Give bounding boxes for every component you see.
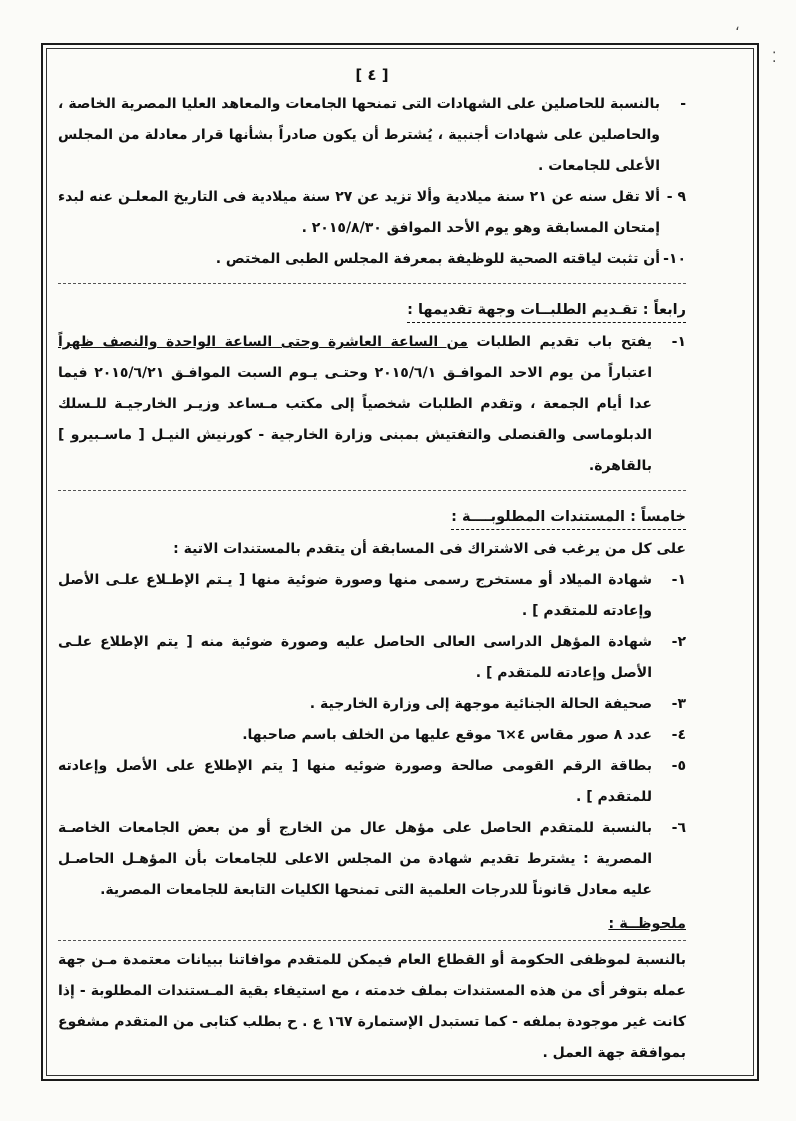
item-text: بالنسبة للحاصلين على الشهادات التى تمنحها الجامعات والمعاهد العليا المصرية الخاصة ، والحاصلين على شهادات أجنبية ، يُشترط أن يكون صادراً بشأنها قرار معادلة من المجلس الأعلى للجامعات . xyxy=(58,96,660,174)
underlined-hours: من الساعة العاشرة وحتى الساعة الواحدة والنصف ظهراً xyxy=(58,334,468,350)
list-item xyxy=(58,627,686,689)
note-title: ملحوظــة : xyxy=(608,916,686,932)
item-text: ألا تقل سنه عن ٢١ سنة ميلادية وألا تزيد عن ٢٧ سنة ميلادية فى التاريخ المعلـن عنه لبدء إمتحان المسابقة وهو يوم الأحد الموافق ٢٠١٥/٨/٣٠ . xyxy=(58,189,660,236)
list-item xyxy=(58,751,686,813)
section-intro: على كل من يرغب فى الاشتراك فى المسابقة أن يتقدم بالمستندات الاتية : xyxy=(173,541,686,557)
item-marker: ٩ - xyxy=(666,189,686,205)
scan-mark: ⁚ xyxy=(772,50,777,66)
list-item xyxy=(58,182,686,244)
list-item xyxy=(58,720,686,751)
item-text: بطاقة الرقم القومى صالحة وصورة ضوئيه منها [ يتم الإطلاع على الأصل وإعادته للمتقدم ] . xyxy=(58,758,652,805)
list-item xyxy=(58,565,686,627)
page-number: [ ٤ ] xyxy=(355,66,389,84)
section-divider xyxy=(58,940,686,941)
item-text-start: يفتح باب تقديم الطلبات xyxy=(476,334,653,350)
item-text: صحيفة الحالة الجنائية موجهة إلى وزارة الخارجية . xyxy=(309,696,652,712)
item-marker: ٢- xyxy=(671,634,686,650)
list-item xyxy=(58,689,686,720)
list-item xyxy=(58,244,686,275)
item-marker: ٥- xyxy=(671,758,686,774)
list-item xyxy=(58,89,686,182)
item-text: شهادة الميلاد أو مستخرج رسمى منها وصورة ضوئية منها [ يـتم الإطـلاع علـى الأصل وإعادته للمتقدم ] . xyxy=(58,572,652,619)
item-marker: ١٠- xyxy=(663,251,686,267)
item-text xyxy=(58,327,652,482)
section-title: خامساً : المستندات المطلوبــــة : xyxy=(451,505,686,530)
item-marker: - xyxy=(680,96,686,112)
note-text: بالنسبة لموظفى الحكومة أو القطاع العام فيمكن للمتقدم موافاتنا ببيانات معتمدة مـن جهة عمله بتوفر أى من هذه المستندات بملف خدمته ، مع استيفاء بقية المـستندات المطلوبة - إذا كانت غير موجودة بملفه - كما تستبدل الإستمارة ١٦٧ ع . ح بطلب كتابى من المتقدم مشفوع بموافقة جهة العمل . xyxy=(58,952,687,1061)
item-marker: ٤- xyxy=(671,727,686,743)
list-item xyxy=(58,813,686,906)
section-divider xyxy=(58,490,686,491)
item-text: بالنسبة للمتقدم الحاصل على مؤهل عال من الخارج أو من بعض الجامعات الخاصـة المصرية : يشترط تقديم شهادة من المجلس الاعلى للجامعات بأن المؤهـل الحاصـل عليه معادل قانوناً للدرجات العلمية التى تمنحها الكليات التابعة للجامعات المصرية. xyxy=(58,820,652,898)
item-marker: ٣- xyxy=(671,696,686,712)
item-text: أن تثبت لياقته الصحية للوظيفة بمعرفة المجلس الطبى المختص . xyxy=(215,251,660,267)
document-page xyxy=(58,60,686,1069)
scan-mark: ، xyxy=(735,18,740,34)
section-title: رابعاً : تقـديم الطلبــات وجهة تقديمها : xyxy=(407,298,686,323)
section-divider xyxy=(58,283,686,284)
item-text: شهادة المؤهل الدراسى العالى الحاصل عليه وصورة ضوئية منه [ يتم الإطلاع علـى الأصل وإعادته للمتقدم ] . xyxy=(58,634,652,681)
item-marker: ١- xyxy=(671,334,686,350)
item-text-rest: اعتباراً من يوم الاحد الموافـق ٢٠١٥/٦/١ وحتـى يـوم السبت الموافـق ٢٠١٥/٦/٢١ فيما عدا أيام الجمعة ، وتقدم الطلبات شخصياً إلى مكتب مـساعد وزيـر الخارجيـة للـسلك الدبلوماسى والقنصلى والتفتيش بمبنى وزارة الخارجية - كورنيش النيـل [ ماسـبيرو ] بالقاهرة. xyxy=(58,365,653,474)
item-marker: ٦- xyxy=(671,820,686,836)
item-text: عدد ٨ صور مقاس ٤×٦ موقع عليها من الخلف باسم صاحبها. xyxy=(242,727,652,743)
item-marker: ١- xyxy=(671,572,686,588)
list-item xyxy=(58,327,686,482)
